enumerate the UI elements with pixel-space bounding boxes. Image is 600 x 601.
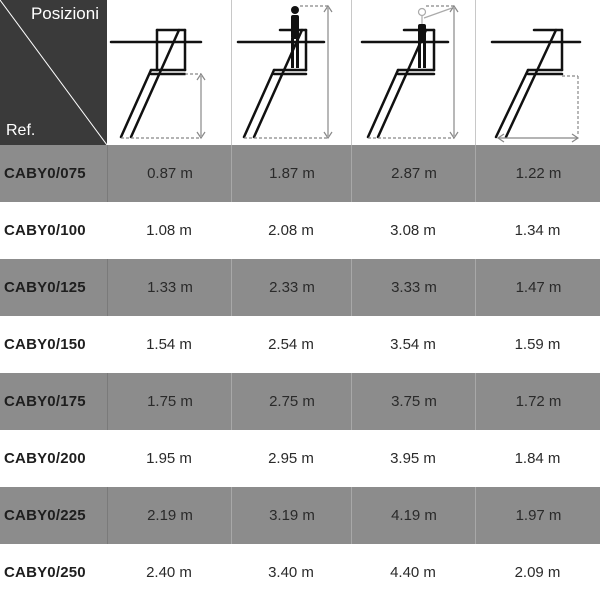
reaching-figure-outline — [419, 8, 453, 24]
positions-label: Posizioni — [30, 4, 99, 23]
value-cell: 3.33 m — [351, 259, 476, 316]
value-cell: 1.87 m — [231, 145, 352, 202]
value-cell: 3.75 m — [351, 373, 476, 430]
ref-code: CABY0/175 — [4, 393, 86, 410]
column-header-2 — [232, 0, 351, 145]
value-cell: 3.95 m — [390, 450, 436, 467]
value-cell: 1.33 m — [107, 259, 232, 316]
ref-code: CABY0/250 — [4, 564, 86, 581]
ref-code: CABY0/125 — [4, 279, 86, 296]
value-cell: 3.54 m — [390, 336, 436, 353]
value-cell: 2.75 m — [231, 373, 352, 430]
column-header-1 — [107, 0, 231, 145]
table-row — [0, 145, 600, 202]
column-header-3 — [352, 0, 475, 145]
value-cell: 1.75 m — [107, 373, 232, 430]
value-cell: 2.19 m — [107, 487, 232, 544]
value-cell: 1.34 m — [514, 222, 561, 239]
ladder-base-depth-icon — [476, 0, 600, 145]
value-cell: 2.87 m — [351, 145, 476, 202]
ref-code: CABY0/100 — [4, 222, 86, 239]
value-cell: 3.08 m — [390, 222, 436, 239]
value-cell: 1.97 m — [475, 487, 600, 544]
value-cell: 1.08 m — [146, 222, 192, 239]
value-cell: 1.54 m — [146, 336, 192, 353]
value-cell: 1.95 m — [146, 450, 192, 467]
value-cell: 2.95 m — [268, 450, 314, 467]
value-cell: 2.40 m — [146, 564, 192, 581]
value-cell: 4.19 m — [351, 487, 476, 544]
value-cell: 0.87 m — [107, 145, 232, 202]
table-row — [0, 316, 600, 373]
value-cell: 2.09 m — [514, 564, 561, 581]
column-header-4 — [476, 0, 600, 145]
table-row — [0, 487, 600, 544]
table-row — [0, 544, 600, 601]
ref-code: CABY0/200 — [4, 450, 86, 467]
ladder-platform-height-icon — [107, 0, 231, 145]
value-cell: 2.33 m — [231, 259, 352, 316]
table-row — [0, 373, 600, 430]
ladder-worker-height-icon — [232, 0, 351, 145]
value-cell: 1.22 m — [475, 145, 600, 202]
worker-figure — [291, 6, 299, 68]
value-cell: 1.47 m — [475, 259, 600, 316]
value-cell: 1.72 m — [475, 373, 600, 430]
value-cell: 2.08 m — [268, 222, 314, 239]
table-row — [0, 202, 600, 259]
ref-label: Ref. — [6, 122, 36, 139]
ref-code: CABY0/150 — [4, 336, 86, 353]
value-cell: 3.19 m — [231, 487, 352, 544]
value-cell: 2.54 m — [268, 336, 314, 353]
value-cell: 1.84 m — [514, 450, 561, 467]
value-cell: 1.59 m — [514, 336, 561, 353]
header-corner-cell — [0, 0, 107, 145]
table-row — [0, 259, 600, 316]
value-cell: 4.40 m — [390, 564, 436, 581]
ref-code: CABY0/225 — [4, 507, 86, 524]
ref-code: CABY0/075 — [4, 165, 86, 182]
value-cell: 3.40 m — [268, 564, 314, 581]
ladder-reach-height-icon — [352, 0, 475, 145]
table-row — [0, 430, 600, 487]
